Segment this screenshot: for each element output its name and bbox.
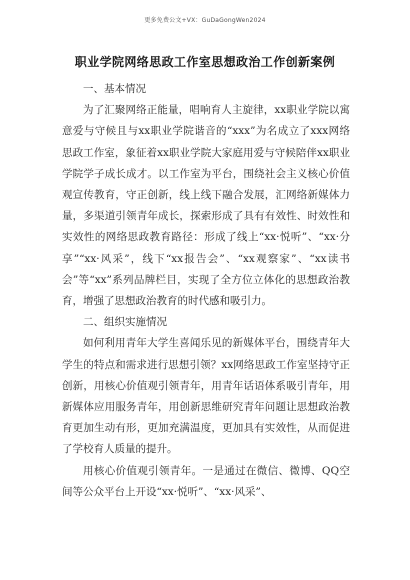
header-note: 更多免费公文+VX：GuDaGongWen2024 — [144, 17, 266, 24]
section-heading: 一、基本情况 — [83, 83, 146, 95]
section-heading: 二、组织实施情况 — [83, 316, 167, 329]
paragraph: 如何利用青年大学生喜闻乐见的新媒体平台，围绕青年大学生的特点和需求进行思想引领？xx网络思政工作室坚持守正创新，用核心价值观引领青年，用青年话语体系吸引青年，用新媒体应用服务青年，用创新思维研究青年问题让思想政治教育更加生动有形，更加充满温度，更加具有实效性，从而促进了学校育人质量的提升。 — [62, 337, 350, 456]
paragraph: 用核心价值观引领青年。一是通过在微信、微博、QQ空间等公众平台上开设“xx·悦听”、“xx·风采”、 — [62, 464, 350, 498]
paragraph: 为了汇聚网络正能量，唱响育人主旋律，xx职业学院以寓意爱与守候且与xx职业学院谐音的“xxx”为名成立了xxx网络思政工作室，象征着xx职业学院大家庭用爱与守候陪伴xx职业学院学子成长成才。以工作室为平台，围绕社会主义核心价值观宣传教育，守正创新，线上线下融合发展，汇网络新媒体力量，多渠道引领青年成长，探索形成了具有有效性、时效性和实效性的网络思政教育路径：形成了线上“xx·悦听”、“xx·分享”“xx·风采”，线下“xx报告会”、“xx观察家”、“xx读书会”等“xx”系列品牌栏目，实现了全方位立体化的思想政治教育，增强了思想政治教育的时代感和吸引力。 — [62, 104, 350, 308]
document-title: 职业学院网络思政工作室思想政治工作创新案例 — [74, 55, 336, 69]
document-body — [62, 79, 350, 503]
